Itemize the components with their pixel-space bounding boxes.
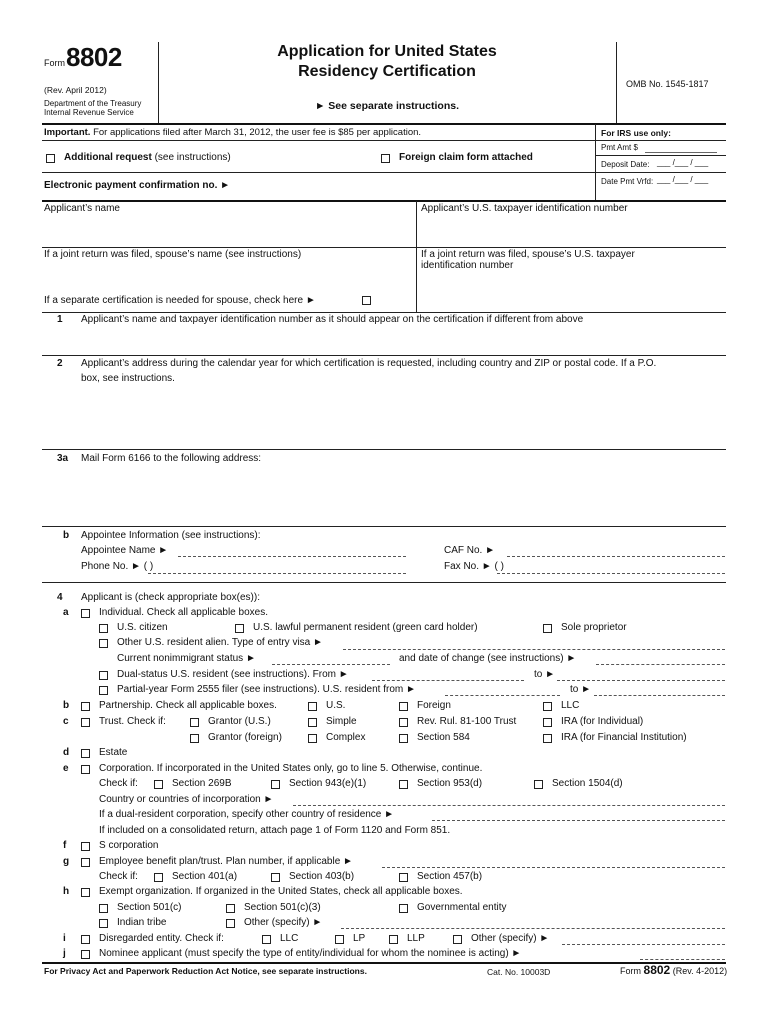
- dual-status-to-field[interactable]: [557, 680, 725, 681]
- caf-field[interactable]: [507, 556, 725, 557]
- partnership-foreign-checkbox[interactable]: [399, 702, 408, 711]
- governmental-entity-checkbox[interactable]: [399, 904, 408, 913]
- section-403b-label: Section 403(b): [289, 871, 355, 882]
- s-corporation-checkbox[interactable]: [81, 842, 90, 851]
- section-269b-label: Section 269B: [172, 778, 232, 789]
- spouse-name-label: If a joint return was filed, spouse’s name (see instructions): [44, 249, 302, 260]
- lpr-checkbox[interactable]: [235, 624, 244, 633]
- additional-request-label: Additional request (see instructions): [64, 152, 231, 163]
- line-3a-number: 3a: [57, 453, 69, 464]
- dual-status-checkbox[interactable]: [99, 671, 108, 680]
- s-corporation-label: S corporation: [99, 840, 159, 851]
- ira-financial-checkbox[interactable]: [543, 734, 552, 743]
- de-other-checkbox[interactable]: [453, 935, 462, 944]
- section-401a-label: Section 401(a): [172, 871, 238, 882]
- applicant-name-label: Applicant’s name: [44, 203, 120, 214]
- line-4e-letter: e: [63, 763, 69, 774]
- individual-label: Individual. Check all applicable boxes.: [99, 607, 268, 618]
- phone-field[interactable]: [148, 573, 406, 574]
- sole-proprietor-label: Sole proprietor: [561, 622, 627, 633]
- section-584-checkbox[interactable]: [399, 734, 408, 743]
- de-other-field[interactable]: [562, 944, 725, 945]
- date-of-change-label: and date of change (see instructions) ►: [399, 653, 577, 664]
- revision-date: (Rev. April 2012): [44, 85, 107, 95]
- line-4-intro: Applicant is (check appropriate box(es)):: [81, 592, 260, 603]
- de-llc-checkbox[interactable]: [262, 935, 271, 944]
- country-incorporation-field[interactable]: [293, 805, 725, 806]
- de-lp-checkbox[interactable]: [335, 935, 344, 944]
- grantor-us-checkbox[interactable]: [190, 718, 199, 727]
- partnership-checkbox[interactable]: [81, 702, 90, 711]
- section-501c-checkbox[interactable]: [99, 904, 108, 913]
- nominee-field[interactable]: [640, 959, 725, 960]
- rev-rul-checkbox[interactable]: [399, 718, 408, 727]
- section-501c3-label: Section 501(c)(3): [244, 902, 321, 913]
- section-501c3-checkbox[interactable]: [226, 904, 235, 913]
- other-alien-label: Other U.S. resident alien. Type of entry visa ►: [117, 637, 323, 648]
- section-1504-checkbox[interactable]: [534, 780, 543, 789]
- visa-type-field[interactable]: [343, 649, 725, 650]
- trust-checkbox[interactable]: [81, 718, 90, 727]
- date-of-change-field[interactable]: [596, 664, 725, 665]
- ira-individual-checkbox[interactable]: [543, 718, 552, 727]
- dual-status-from-field[interactable]: [372, 680, 524, 681]
- dual-resident-corp-label: If a dual-resident corporation, specify other country of residence ►: [99, 809, 395, 820]
- partial-year-checkbox[interactable]: [99, 686, 108, 695]
- catalog-number: Cat. No. 10003D: [487, 967, 551, 977]
- dual-status-to-label: to ►: [534, 669, 556, 680]
- foreign-claim-checkbox[interactable]: [381, 154, 390, 163]
- privacy-notice: For Privacy Act and Paperwork Reduction Act Notice, see separate instructions.: [44, 966, 367, 976]
- line-2-label-2: box, see instructions.: [81, 373, 175, 384]
- dual-resident-corp-field[interactable]: [432, 820, 725, 821]
- exempt-org-checkbox[interactable]: [81, 888, 90, 897]
- nonimmigrant-status-field[interactable]: [272, 664, 390, 665]
- line-3a-label: Mail Form 6166 to the following address:: [81, 453, 262, 464]
- fax-field[interactable]: [497, 573, 725, 574]
- fax-label: Fax No. ► ( ): [444, 561, 504, 572]
- section-457b-checkbox[interactable]: [399, 873, 408, 882]
- additional-request-checkbox[interactable]: [46, 154, 55, 163]
- estate-checkbox[interactable]: [81, 749, 90, 758]
- pmt-amt-label: Pmt Amt $: [601, 143, 638, 152]
- indian-tribe-checkbox[interactable]: [99, 919, 108, 928]
- separate-cert-checkbox[interactable]: [362, 296, 371, 305]
- us-citizen-checkbox[interactable]: [99, 624, 108, 633]
- partnership-llc-checkbox[interactable]: [543, 702, 552, 711]
- line-4c-letter: c: [63, 716, 69, 727]
- payment-confirmation-label: Electronic payment confirmation no. ►: [44, 180, 231, 191]
- line-4g-letter: g: [63, 856, 70, 867]
- individual-checkbox[interactable]: [81, 609, 90, 618]
- form-title-line-2: Residency Certification: [298, 63, 476, 80]
- nominee-checkbox[interactable]: [81, 950, 90, 959]
- phone-label: Phone No. ► ( ): [81, 561, 154, 572]
- other-alien-checkbox[interactable]: [99, 639, 108, 648]
- line-3b-label: Appointee Information (see instructions):: [81, 530, 261, 541]
- deposit-date-field[interactable]: ___ /___ / ___: [657, 158, 709, 167]
- partnership-us-checkbox[interactable]: [308, 702, 317, 711]
- spouse-tin-label-1: If a joint return was filed, spouse’s U.S. taxpayer: [421, 249, 635, 260]
- line-4b-letter: b: [63, 700, 70, 711]
- section-953-checkbox[interactable]: [399, 780, 408, 789]
- appointee-name-label: Appointee Name ►: [81, 545, 169, 556]
- us-citizen-label: U.S. citizen: [117, 622, 168, 633]
- complex-trust-label: Complex: [326, 732, 366, 743]
- nominee-label: Nominee applicant (must specify the type of entity/individual for whom the nominee is acting) ►: [99, 948, 522, 959]
- line-3b-number: b: [63, 530, 70, 541]
- omb-number: OMB No. 1545-1817: [626, 79, 709, 89]
- section-953-label: Section 953(d): [417, 778, 483, 789]
- partial-year-label: Partial-year Form 2555 filer (see instructions). U.S. resident from ►: [117, 684, 416, 695]
- exempt-other-field[interactable]: [341, 928, 725, 929]
- line-2-number: 2: [57, 358, 63, 369]
- section-1504-label: Section 1504(d): [552, 778, 623, 789]
- department-line-1: Department of the Treasury: [44, 99, 142, 108]
- indian-tribe-label: Indian tribe: [117, 917, 167, 928]
- estate-label: Estate: [99, 747, 128, 758]
- exempt-other-label: Other (specify) ►: [244, 917, 323, 928]
- benefit-plan-checkbox[interactable]: [81, 858, 90, 867]
- section-401a-checkbox[interactable]: [154, 873, 163, 882]
- grantor-foreign-checkbox[interactable]: [190, 734, 199, 743]
- line-4j-letter: j: [63, 948, 66, 959]
- section-403b-checkbox[interactable]: [271, 873, 280, 882]
- applicant-tin-label: Applicant’s U.S. taxpayer identification number: [421, 203, 628, 214]
- line-4a-letter: a: [63, 607, 69, 618]
- partial-year-to-field[interactable]: [594, 695, 725, 696]
- disregarded-entity-label: Disregarded entity. Check if:: [99, 933, 224, 944]
- section-943-checkbox[interactable]: [271, 780, 280, 789]
- exempt-other-checkbox[interactable]: [226, 919, 235, 928]
- de-llc-label: LLC: [280, 933, 299, 944]
- irs-use-title: For IRS use only:: [601, 128, 671, 138]
- simple-trust-label: Simple: [326, 716, 357, 727]
- appointee-name-field[interactable]: [178, 556, 406, 557]
- line-1-number: 1: [57, 314, 63, 325]
- deposit-date-label: Deposit Date:: [601, 160, 650, 169]
- benefit-plan-label: Employee benefit plan/trust. Plan number, if applicable ►: [99, 856, 353, 867]
- partnership-label: Partnership. Check all applicable boxes.: [99, 700, 277, 711]
- simple-trust-checkbox[interactable]: [308, 718, 317, 727]
- plan-number-field[interactable]: [382, 867, 725, 868]
- ira-financial-label: IRA (for Financial Institution): [561, 732, 687, 743]
- line-2-label-1: Applicant’s address during the calendar year for which certification is requested, including country and ZIP or postal code. If a P.O.: [81, 358, 657, 369]
- date-pmt-vrfd-label: Date Pmt Vrfd:: [601, 177, 654, 186]
- ira-individual-label: IRA (for Individual): [561, 716, 644, 727]
- lpr-label: U.S. lawful permanent resident (green card holder): [253, 622, 478, 633]
- dual-status-label: Dual-status U.S. resident (see instructions). From ►: [117, 669, 349, 680]
- plan-check-if-label: Check if:: [99, 871, 138, 882]
- complex-trust-checkbox[interactable]: [308, 734, 317, 743]
- form-number: 8802: [66, 42, 122, 72]
- spouse-tin-label-2: identification number: [421, 260, 514, 271]
- separate-cert-label: If a separate certification is needed for spouse, check here ►: [44, 295, 316, 306]
- sole-proprietor-checkbox[interactable]: [543, 624, 552, 633]
- partial-year-to-label: to ►: [570, 684, 592, 695]
- de-llp-checkbox[interactable]: [389, 935, 398, 944]
- section-269b-checkbox[interactable]: [154, 780, 163, 789]
- trust-label: Trust. Check if:: [99, 716, 166, 727]
- line-4i-letter: i: [63, 933, 66, 944]
- partnership-foreign-label: Foreign: [417, 700, 451, 711]
- section-501c-label: Section 501(c): [117, 902, 182, 913]
- governmental-entity-label: Governmental entity: [417, 902, 507, 913]
- partnership-us-label: U.S.: [326, 700, 346, 711]
- footer-form-id: Form 8802 (Rev. 4-2012): [620, 963, 728, 977]
- corporation-checkbox[interactable]: [81, 765, 90, 774]
- nonimmigrant-status-label: Current nonimmigrant status ►: [117, 653, 256, 664]
- foreign-claim-label: Foreign claim form attached: [399, 152, 533, 163]
- de-other-label: Other (specify) ►: [471, 933, 550, 944]
- consolidated-return-note: If included on a consolidated return, attach page 1 of Form 1120 and Form 851.: [99, 825, 451, 836]
- section-584-label: Section 584: [417, 732, 470, 743]
- de-lp-label: LP: [353, 933, 366, 944]
- line-4-number: 4: [57, 592, 63, 603]
- country-incorporation-label: Country or countries of incorporation ►: [99, 794, 274, 805]
- grantor-us-label: Grantor (U.S.): [208, 716, 271, 727]
- de-llp-label: LLP: [407, 933, 425, 944]
- important-note: Important. For applications filed after March 31, 2012, the user fee is $85 per application.: [44, 127, 422, 138]
- see-instructions: ► See separate instructions.: [314, 100, 460, 112]
- rev-rul-label: Rev. Rul. 81-100 Trust: [417, 716, 517, 727]
- partnership-llc-label: LLC: [561, 700, 580, 711]
- corp-check-if-label: Check if:: [99, 778, 138, 789]
- department-line-2: Internal Revenue Service: [44, 108, 134, 117]
- line-1-label: Applicant’s name and taxpayer identification number as it should appear on the certification if different from above: [81, 314, 584, 325]
- date-pmt-vrfd-field[interactable]: ___ /___ / ___: [657, 175, 709, 184]
- form-label: Form: [44, 58, 65, 68]
- line-4f-letter: f: [63, 840, 67, 851]
- disregarded-entity-checkbox[interactable]: [81, 935, 90, 944]
- partial-year-from-field[interactable]: [445, 695, 560, 696]
- line-4h-letter: h: [63, 886, 70, 897]
- grantor-foreign-label: Grantor (foreign): [208, 732, 282, 743]
- section-943-label: Section 943(e)(1): [289, 778, 367, 789]
- section-457b-label: Section 457(b): [417, 871, 483, 882]
- exempt-org-label: Exempt organization. If organized in the United States, check all applicable boxes.: [99, 886, 463, 897]
- corporation-label: Corporation. If incorporated in the United States only, go to line 5. Otherwise, continue.: [99, 763, 483, 774]
- form-title-line-1: Application for United States: [277, 43, 497, 60]
- line-4d-letter: d: [63, 747, 70, 758]
- caf-label: CAF No. ►: [444, 545, 496, 556]
